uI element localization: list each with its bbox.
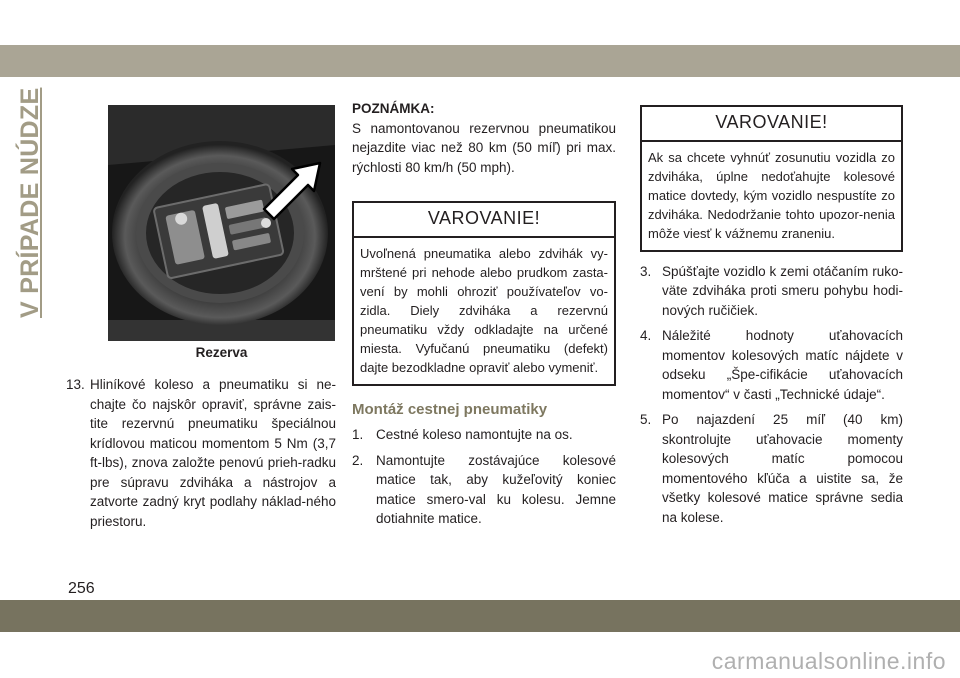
note-body: S namontovanou rezervnou pneumatikou nejazdite viac než 80 km (50 míľ) pri max. rýchlosti 80 km/h (50 mph). [352,120,616,175]
item-number: 3. [640,263,652,279]
column-middle [352,99,616,535]
column-left [66,375,336,537]
item-text: Spúšťajte vozidlo k zemi otáčaním ruko-väte zdviháka proti smeru pohybu hodi-nových ručičiek. [662,263,903,318]
footer-band [0,600,960,632]
list-item [352,451,616,529]
warning-box [352,201,616,386]
item-number: 5. [640,412,652,427]
page-number: 256 [68,580,95,597]
figure-caption: Rezerva [195,345,248,360]
item-text: Náležité hodnoty uťahovacích momentov kolesových matíc nájdete v odseku „Špe-cifikácie uťahovacích momentov“ v časti „Technické údaje“. [662,328,903,402]
list-item [66,375,336,531]
item-text: Cestné koleso namontujte na os. [376,427,573,442]
spare-tire-photo [108,105,335,341]
warning-body: Uvoľnená pneumatika alebo zdvihák vy-mrštené pri nehode alebo prudkom zasta-vení by mohli ohroziť používateľov vo-zidla. Diely zdviháka a rezervnú pneumatiku vždy odkladajte na určené miesta. Vyfučanú pneumatiku (defekt) dajte bezodkladne opraviť alebo vymeniť. [360,245,608,375]
note-heading: POZNÁMKA: [352,101,435,116]
header-band [0,45,960,77]
item-number: 13. [66,377,85,392]
item-text: Namontujte zostávajúce kolesové matice tak, aby kužeľovitý koniec matice smero-val ku kolesu. Jemne dotiahnite matice. [376,452,616,526]
item-number: 1. [352,427,364,442]
section-heading: Montáž cestnej pneumatiky [352,400,548,418]
item-text: Hliníkové koleso a pneumatiku si ne-chajte čo najskôr opraviť, správne zais-tite rezervnú pneumatiku špeciálnou krídlovou maticou momentom 5 Nm (3,7 ft-lbs), znova založte penovú prieh-radku pre súpravu zdviháka a nástrojov a zatvorte zadný kryt podlahy náklad-ného priestoru. [90,377,336,529]
warning-box [640,105,903,252]
warning-title: VAROVANIE! [642,107,901,142]
warning-title: VAROVANIE! [354,203,614,238]
watermark: carmanualsonline.info [711,648,946,674]
list-item [352,425,616,445]
warning-body: Ak sa chcete vyhnúť zosunutiu vozidla zo zdviháka, úplne nedoťahujte kolesové matice dovtedy, kým vozidlo nespustíte zo zdviháka. Nedodržanie tohto upozor-nenia môže viesť k vážnemu zraneniu. [648,149,895,241]
item-number: 2. [352,452,364,468]
chapter-title: V PRÍPADE NÚDZE [16,87,44,318]
spare-tire-illustration [108,105,335,341]
item-text: Po najazdení 25 míľ (40 km) skontrolujte uťahovacie momenty kolesových matíc pomocou momentového kľúča a uistite sa, že všetky kolesové matice správne sedia na kolese. [662,412,903,525]
list-item [640,410,903,527]
list-item [640,326,903,404]
column-right [640,105,903,533]
list-item [640,262,903,321]
item-number: 4. [640,328,652,343]
